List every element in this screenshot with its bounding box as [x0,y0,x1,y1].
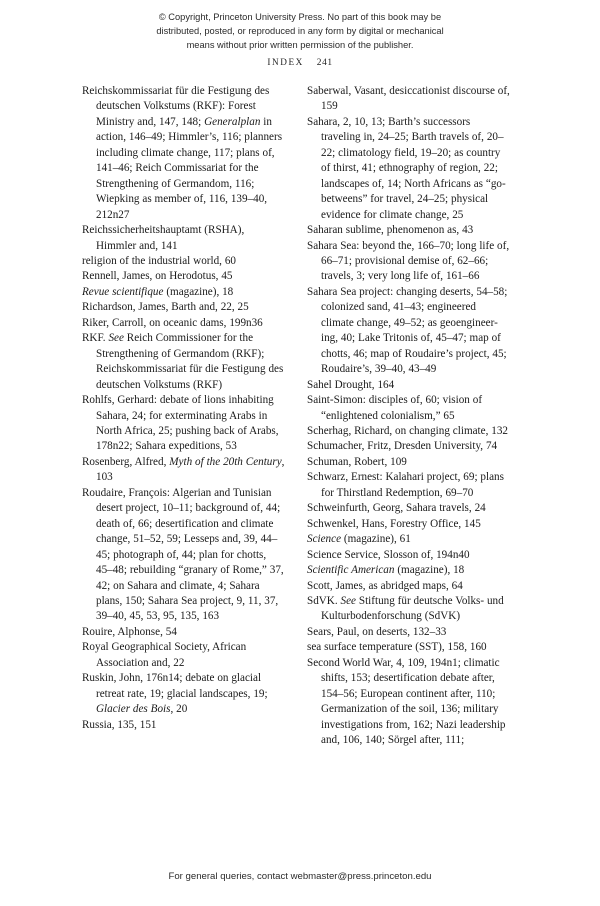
index-entry: Rohlfs, Gerhard: debate of lions inhabiting Sahara, 24; for exterminating Arabs in North Africa, 25; pushing back of Arabs, 178n22; Sahara expeditions, 53 [82,394,279,453]
copyright-line-1: © Copyright, Princeton University Press. No part of this book may be [158,12,442,22]
page-footer [0,871,600,882]
index-entry: Saberwal, Vasant, desiccationist discourse of, 159 [307,85,510,113]
index-entry: Schwarz, Ernest: Kalahari project, 69; plans for Thirstland Redemption, 69–70 [307,471,504,499]
index-entry: Schwenkel, Hans, Forestry Office, 145 [307,517,481,530]
index-entry: Schweinfurth, Georg, Sahara travels, 24 [307,502,486,515]
index-entry: Saint-Simon: disciples of, 60; vision of “enlightened colonialism,” 65 [307,394,483,422]
index-entry: Schumacher, Fritz, Dresden University, 74 [307,440,498,453]
index-column-right [307,84,510,748]
index-entry: Reichskommissariat für die Festigung des deutschen Volkstums (RKF): Forest Ministry and, 147, 148; Generalplan in action, 146–49; Himmler’s, 116; planners including climate change, 117; plans of, 141–46; Reich Commissariat for the Strengthening of Germandom, 116; Wiepking as member of, 116, 139–40, 212n27 [82,85,283,221]
copyright-line-2: distributed, posted, or reproduced in any form by digital or mechanical [156,26,444,37]
index-entry: Rennell, James, on Herodotus, 45 [82,270,233,283]
index-entry: SdVK. See Stiftung für deutsche Volks- und Kulturbodenforschung (SdVK) [307,594,504,623]
index-entry: Ruskin, John, 176n14; debate on glacial retreat rate, 19; glacial landscapes, 19; Glacier des Bois, 20 [82,672,268,716]
running-head-label: INDEX [267,57,304,67]
index-entry: Riker, Carroll, on oceanic dams, 199n36 [82,316,263,329]
running-head [0,57,600,68]
index-body [0,84,600,844]
index-entry: Royal Geographical Society, African Association and, 22 [82,641,247,669]
index-column-left [82,84,285,733]
index-entry: Russia, 135, 151 [82,718,157,731]
index-entry: Sahara Sea project: changing deserts, 54–58; colonized sand, 41–43; engineered climate change, 49–52; as geoengineer-ing, 40; Lake Tritonis of, 45–47; map of chotts, 46; map of Roudaire’s project, 45; Roudaire’s, 39–40, 43–49 [307,285,508,376]
index-entry: Scott, James, as abridged maps, 64 [307,579,463,592]
index-entry: Sears, Paul, on deserts, 132–33 [307,625,447,638]
index-entry: Sahel Drought, 164 [307,378,395,391]
index-entry: Scientific American (magazine), 18 [307,564,465,577]
copyright-line-3: means without prior written permission of the publisher. [186,40,414,51]
footer-text: For general queries, contact webmaster@press.princeton.edu [168,871,432,882]
index-entry: Sahara Sea: beyond the, 166–70; long life of, 66–71; provisional demise of, 62–66; travels, 3; very long life of, 161–66 [307,239,510,283]
index-entry: Richardson, James, Barth and, 22, 25 [82,301,249,314]
index-entry: religion of the industrial world, 60 [82,254,236,267]
index-entry: Roudaire, François: Algerian and Tunisian desert project, 10–11; background of, 44; death of, 66; desertification and climate change, 51–52, 59; Lesseps and, 39, 44–45; photograph of, 44; plan for chotts, 45–48; rebuilding “granary of Rome,” 37, 42; on Sahara and climate, 4; Sahara plans, 150; Sahara Sea project, 9, 11, 37, 39–40, 45, 53, 95, 135, 163 [82,486,284,623]
index-entry: Sahara, 2, 10, 13; Barth’s successors traveling in, 24–25; Barth travels of, 20–22; climatology field, 19–20; as country of thirst, 41; ethnography of region, 22; landscapes of, 14; North Africans as “go-betweens” for travel, 24–25; physical evidence for climate change, 25 [307,115,506,221]
index-entry: Second World War, 4, 109, 194n1; climatic shifts, 153; desertification debate after, 154–56; European continent after, 110; Germanization of the soil, 136; military investigations from, 162; Nazi leadership and, 106, 140; Sörgel after, 111; [307,656,506,747]
index-entry: Science (magazine), 61 [307,533,411,546]
index-entry: Scherhag, Richard, on changing climate, 132 [307,424,508,437]
index-entry: Science Service, Slosson of, 194n40 [307,548,470,561]
page-number: 241 [316,58,333,68]
index-entry: sea surface temperature (SST), 158, 160 [307,641,487,654]
copyright-notice [110,10,490,53]
index-entry: Saharan sublime, phenomenon as, 43 [307,224,474,237]
index-entry: Rouire, Alphonse, 54 [82,625,177,638]
index-entry: Schuman, Robert, 109 [307,455,407,468]
index-entry: Rosenberg, Alfred, Myth of the 20th Century, 103 [82,455,285,484]
index-entry: RKF. See Reich Commissioner for the Strengthening of Germandom (RKF); Reichskommissariat für die Festigung des deutschen Volkstums (RKF) [82,332,284,391]
index-entry: Reichssicherheitshauptamt (RSHA), Himmler and, 141 [82,224,245,252]
index-entry: Revue scientifique (magazine), 18 [82,285,234,298]
